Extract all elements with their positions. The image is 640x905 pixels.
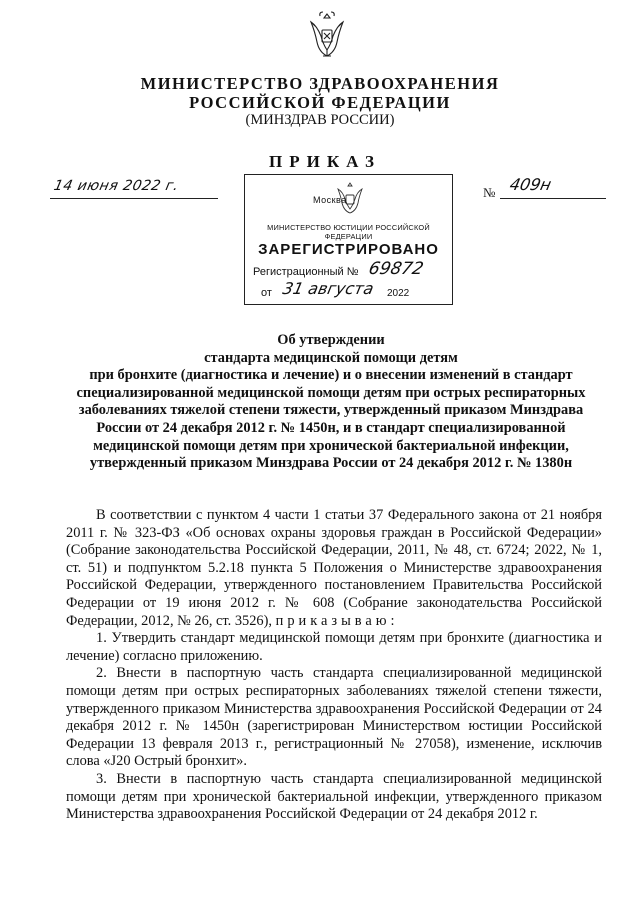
stamp-registered: ЗАРЕГИСТРИРОВАНО xyxy=(258,241,439,258)
ministry-abbreviation: (МИНЗДРАВ РОССИИ) xyxy=(245,112,395,128)
order-word: приказываю: xyxy=(275,612,399,629)
subject-line: стандарта медицинской помощи детям xyxy=(204,349,458,366)
document-type-title: ПРИКАЗ xyxy=(269,152,381,171)
subject-line: при бронхите (диагностика и лечение) и о внесении изменений в стандарт xyxy=(89,367,573,384)
preamble-paragraph xyxy=(66,507,602,630)
stamp-reg-year: 2022 xyxy=(387,288,410,299)
order-date-underline xyxy=(50,198,218,199)
stamp-ministry: МИНИСТЕРСТВО ЮСТИЦИИ РОССИЙСКОЙ ФЕДЕРАЦИИ xyxy=(267,223,430,241)
stamp-from-label: от xyxy=(261,287,272,299)
coat-of-arms-icon xyxy=(307,8,347,60)
order-body xyxy=(66,507,602,824)
subject-line: специализированной медицинской помощи детям при острых респираторных xyxy=(76,384,586,401)
subject-line: медицинской помощи детям при хронической бактериальной инфекции, xyxy=(93,437,569,454)
subject-line: утвержденный приказом Минздрава России от 24 декабря 2012 г. № 1380н xyxy=(89,455,573,472)
order-number-underline xyxy=(500,198,606,199)
order-item: 1. Утвердить стандарт медицинской помощи детям при бронхите (диагностика и лечение) согласно приложению. xyxy=(66,630,602,664)
order-date: 14 июня 2022 г. xyxy=(52,178,181,194)
subject-line: заболеваниях тяжелой степени тяжести, утвержденный приказом Минздрава xyxy=(78,402,584,419)
order-number-sign: № xyxy=(483,185,496,200)
ministry-name-line2: РОССИЙСКОЙ ФЕДЕРАЦИИ xyxy=(189,93,451,112)
stamp-city: Москва xyxy=(313,195,347,205)
order-number: 409н xyxy=(507,175,554,194)
preamble-text: В соответствии с пунктом 4 части 1 статьи 37 Федерального закона от 21 ноября 2011 г. № 323-ФЗ «Об основах охраны здоровья граждан в Российской Федерации» (Собрание законодательства Российской Федерации, 2011, № 48, ст. 6724; 2022, № 1, ст. 51) и подпунктом 5.2.18 пункта 5 Положения о Министерстве здравоохранения Российской Федерации, утвержденного постановлением Правительства Российской Федерации от 19 июня 2012 г. № 608 (Собрание законодательства Российской Федерации, 2012, № 26, ст. 3526), xyxy=(66,507,602,629)
subject-line: России от 24 декабря 2012 г. № 1450н, и в стандарт специализированной xyxy=(96,419,566,436)
stamp-reg-date: 31 августа xyxy=(280,279,376,298)
ministry-name-line1: МИНИСТЕРСТВО ЗДРАВООХРАНЕНИЯ xyxy=(140,74,500,93)
registration-stamp xyxy=(244,174,453,305)
order-subject xyxy=(48,332,614,473)
subject-line: Об утверждении xyxy=(277,332,385,348)
order-item: 3. Внести в паспортную часть стандарта специализированной медицинской помощи детям при хронической бактериальной инфекции, утвержденного приказом Министерства здравоохранения Российской Федерации от 24 декабря 2012 г. xyxy=(66,770,602,823)
order-item: 2. Внести в паспортную часть стандарта специализированной медицинской помощи детям при острых респираторных заболеваниях тяжелой степени тяжести, утвержденного приказом Министерства здравоохранения Российской Федерации от 24 декабря 2012 г. № 1450н (зарегистрирован Министерством юстиции Российской Федерации 13 февраля 2013 г., регистрационный № 27058), изменение, исключив слова «J20 Острый бронхит». xyxy=(66,665,602,770)
stamp-reg-number-label: Регистрационный № xyxy=(253,266,359,278)
stamp-reg-number: 69872 xyxy=(366,259,426,279)
